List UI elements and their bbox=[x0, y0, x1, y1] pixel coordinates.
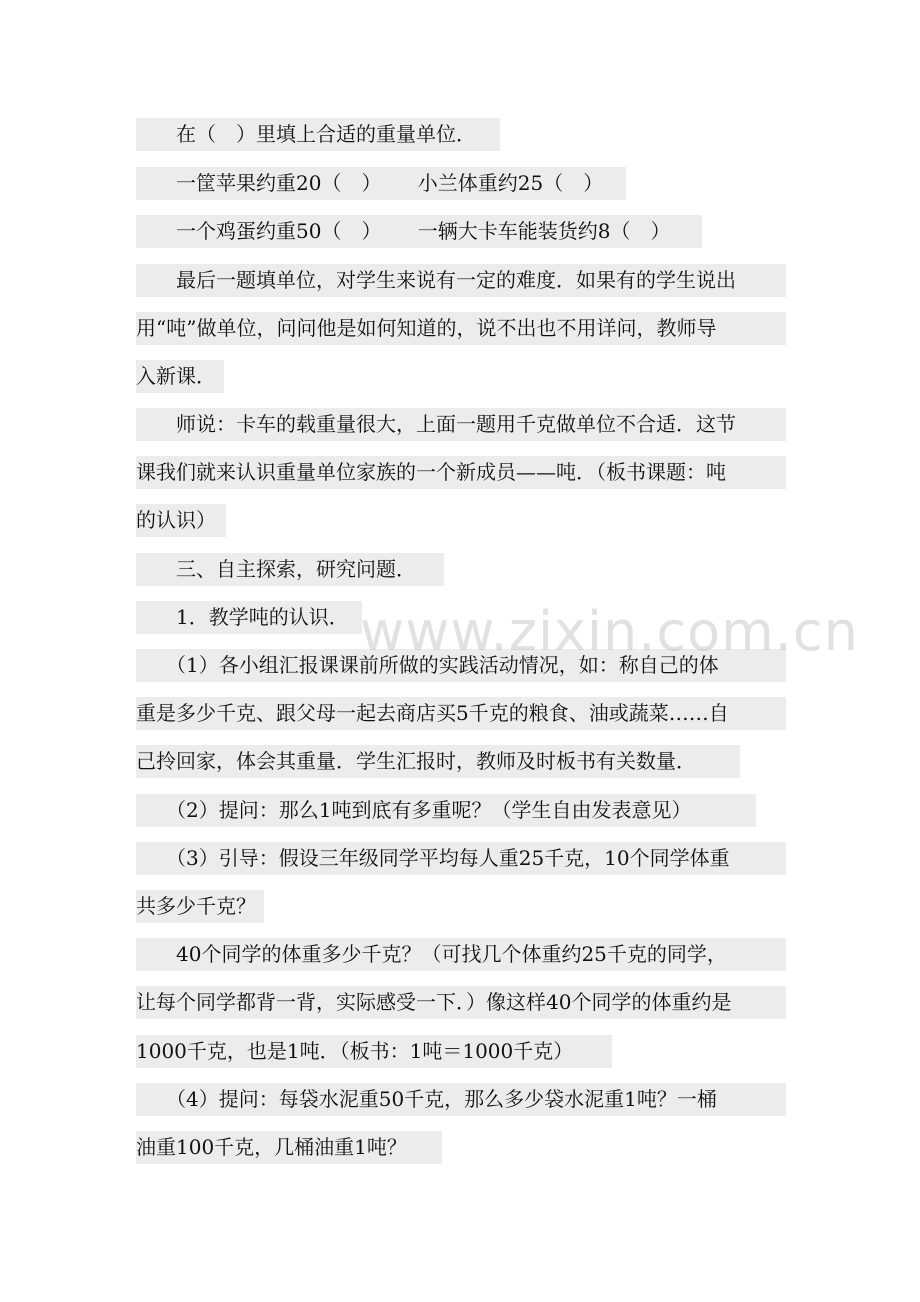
paragraph-line bbox=[136, 1131, 442, 1164]
paragraph-line bbox=[136, 264, 786, 297]
line-text: 1．教学吨的认识． bbox=[136, 605, 349, 629]
line-text: 让每个同学都背一背，实际感受一下．）像这样40个同学的体重约是 bbox=[136, 990, 732, 1014]
paragraph-line bbox=[136, 794, 756, 827]
line-text: 一筐苹果约重20（ ） 小兰体重约25（ ） bbox=[136, 171, 604, 195]
line-text: 最后一题填单位，对学生来说有一定的难度．如果有的学生说出 bbox=[136, 268, 736, 292]
line-text: 课我们就来认识重量单位家族的一个新成员——吨．（板书课题：吨 bbox=[136, 460, 726, 484]
paragraph-line bbox=[136, 118, 500, 151]
line-text: 共多少千克？ bbox=[136, 894, 256, 918]
line-text: 入新课． bbox=[136, 364, 216, 388]
line-text: （4）提问：每袋水泥重50千克，那么多少袋水泥重1吨？一桶 bbox=[136, 1087, 717, 1111]
line-text: 己拎回家，体会其重量．学生汇报时，教师及时板书有关数量． bbox=[136, 749, 696, 773]
line-text: 的认识） bbox=[136, 508, 216, 532]
line-text: 在（ ）里填上合适的重量单位． bbox=[136, 122, 476, 146]
line-text: （1）各小组汇报课课前所做的实践活动情况，如：称自己的体 bbox=[136, 653, 719, 677]
paragraph-line bbox=[136, 986, 786, 1019]
paragraph-line bbox=[136, 456, 786, 489]
line-text: 师说：卡车的载重量很大，上面一题用千克做单位不合适．这节 bbox=[136, 412, 736, 436]
line-text: 三、自主探索，研究问题． bbox=[136, 557, 416, 581]
paragraph-line bbox=[136, 504, 226, 537]
paragraph-line bbox=[136, 1083, 786, 1116]
line-text: 油重100千克，几桶油重1吨？ bbox=[136, 1135, 407, 1159]
paragraph-line bbox=[136, 360, 224, 393]
paragraph-line bbox=[136, 312, 786, 345]
paragraph-line bbox=[136, 601, 362, 634]
line-text: 一个鸡蛋约重50（ ） 一辆大卡车能装货约8（ ） bbox=[136, 219, 671, 243]
paragraph-line bbox=[136, 215, 702, 248]
line-text: （3）引导：假设三年级同学平均每人重25千克，10个同学体重 bbox=[136, 846, 730, 870]
line-text: 重是多少千克、跟父母一起去商店买5千克的粮食、油或蔬菜……自 bbox=[136, 701, 729, 725]
paragraph-line bbox=[136, 745, 740, 778]
paragraph-line bbox=[136, 408, 786, 441]
paragraph-line bbox=[136, 167, 626, 200]
paragraph-line bbox=[136, 697, 786, 730]
line-text: 用“吨”做单位，问问他是如何知道的，说不出也不用详问，教师导 bbox=[136, 316, 717, 340]
line-text: 1000千克，也是1吨．（板书：1吨＝1000千克） bbox=[136, 1039, 574, 1063]
watermark: www.zixin.com.cn bbox=[360, 600, 859, 663]
paragraph-line bbox=[136, 1035, 612, 1068]
paragraph-line bbox=[136, 842, 786, 875]
line-text: （2）提问：那么1吨到底有多重呢？（学生自由发表意见） bbox=[136, 798, 692, 822]
paragraph-line bbox=[136, 649, 786, 682]
paragraph-line bbox=[136, 938, 786, 971]
paragraph-line bbox=[136, 890, 264, 923]
paragraph-line bbox=[136, 553, 444, 586]
line-text: 40个同学的体重多少千克？（可找几个体重约25千克的同学， bbox=[136, 942, 727, 966]
